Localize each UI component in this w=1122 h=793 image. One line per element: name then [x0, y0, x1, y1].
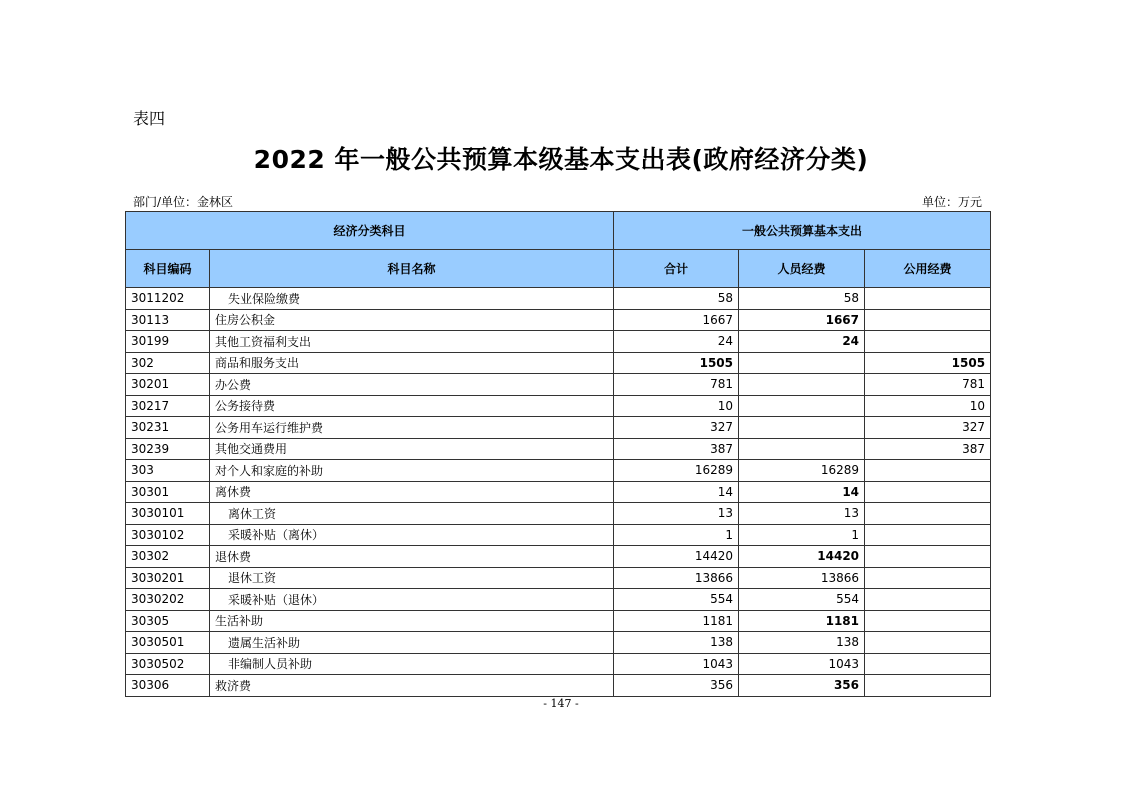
cell-code: 3030202 [126, 589, 210, 611]
cell-code: 3030501 [126, 632, 210, 654]
table-row [126, 524, 991, 546]
cell-public [865, 460, 991, 482]
cell-public [865, 610, 991, 632]
cell-personnel: 58 [739, 288, 865, 310]
cell-total: 1667 [614, 309, 739, 331]
page-number: - 147 - [543, 697, 579, 710]
table-row [126, 503, 991, 525]
cell-code: 3030201 [126, 567, 210, 589]
cell-name: 退休费 [210, 546, 614, 568]
table-row [126, 610, 991, 632]
cell-code: 30306 [126, 675, 210, 697]
cell-code: 3011202 [126, 288, 210, 310]
table-row [126, 352, 991, 374]
cell-name: 遗属生活补助 [210, 632, 614, 654]
cell-code: 30113 [126, 309, 210, 331]
cell-total: 1181 [614, 610, 739, 632]
cell-code: 3030102 [126, 524, 210, 546]
cell-personnel: 554 [739, 589, 865, 611]
table-body [126, 288, 991, 697]
table-row [126, 309, 991, 331]
cell-name: 公务接待费 [210, 395, 614, 417]
table-row [126, 288, 991, 310]
cell-name: 生活补助 [210, 610, 614, 632]
cell-name: 救济费 [210, 675, 614, 697]
cell-public: 387 [865, 438, 991, 460]
cell-total: 138 [614, 632, 739, 654]
header-column-row [126, 250, 991, 288]
cell-name: 办公费 [210, 374, 614, 396]
cell-total: 554 [614, 589, 739, 611]
cell-code: 3030101 [126, 503, 210, 525]
table-row [126, 589, 991, 611]
cell-name: 采暖补贴（退休） [210, 589, 614, 611]
cell-code: 30305 [126, 610, 210, 632]
cell-name: 离休费 [210, 481, 614, 503]
cell-public [865, 675, 991, 697]
cell-public [865, 481, 991, 503]
cell-total: 387 [614, 438, 739, 460]
cell-public: 781 [865, 374, 991, 396]
header-basic-expenditure: 一般公共预算基本支出 [614, 212, 991, 250]
cell-name: 离休工资 [210, 503, 614, 525]
cell-public [865, 331, 991, 353]
cell-public: 10 [865, 395, 991, 417]
header-personnel: 人员经费 [739, 250, 865, 288]
cell-personnel: 14 [739, 481, 865, 503]
table-row [126, 395, 991, 417]
expenditure-table [125, 211, 991, 697]
cell-personnel: 356 [739, 675, 865, 697]
cell-personnel: 1043 [739, 653, 865, 675]
table-row [126, 438, 991, 460]
cell-name: 失业保险缴费 [210, 288, 614, 310]
cell-name: 非编制人员补助 [210, 653, 614, 675]
cell-public [865, 632, 991, 654]
cell-total: 58 [614, 288, 739, 310]
header-code: 科目编码 [126, 250, 210, 288]
cell-personnel: 14420 [739, 546, 865, 568]
table-row [126, 546, 991, 568]
table-row [126, 481, 991, 503]
page-title: 2022 年一般公共预算本级基本支出表(政府经济分类) [253, 145, 869, 174]
cell-personnel [739, 438, 865, 460]
cell-name: 公务用车运行维护费 [210, 417, 614, 439]
cell-total: 327 [614, 417, 739, 439]
cell-code: 303 [126, 460, 210, 482]
cell-code: 30201 [126, 374, 210, 396]
table-row [126, 567, 991, 589]
cell-total: 1505 [614, 352, 739, 374]
table-row [126, 460, 991, 482]
cell-total: 1 [614, 524, 739, 546]
cell-public [865, 288, 991, 310]
table-row [126, 632, 991, 654]
cell-total: 16289 [614, 460, 739, 482]
cell-public [865, 567, 991, 589]
cell-total: 24 [614, 331, 739, 353]
cell-personnel: 138 [739, 632, 865, 654]
cell-name: 住房公积金 [210, 309, 614, 331]
table-label: 表四 [133, 109, 166, 128]
cell-total: 13 [614, 503, 739, 525]
cell-code: 30217 [126, 395, 210, 417]
cell-public [865, 653, 991, 675]
cell-personnel: 24 [739, 331, 865, 353]
cell-personnel [739, 352, 865, 374]
cell-total: 13866 [614, 567, 739, 589]
header-public: 公用经费 [865, 250, 991, 288]
cell-name: 对个人和家庭的补助 [210, 460, 614, 482]
table-row [126, 675, 991, 697]
cell-total: 14 [614, 481, 739, 503]
cell-public [865, 589, 991, 611]
cell-total: 1043 [614, 653, 739, 675]
cell-public: 1505 [865, 352, 991, 374]
cell-public [865, 546, 991, 568]
cell-personnel: 13866 [739, 567, 865, 589]
cell-name: 商品和服务支出 [210, 352, 614, 374]
cell-code: 30302 [126, 546, 210, 568]
table-row [126, 653, 991, 675]
cell-personnel: 1667 [739, 309, 865, 331]
cell-name: 其他交通费用 [210, 438, 614, 460]
cell-total: 356 [614, 675, 739, 697]
cell-total: 10 [614, 395, 739, 417]
cell-personnel [739, 395, 865, 417]
cell-total: 14420 [614, 546, 739, 568]
cell-name: 其他工资福利支出 [210, 331, 614, 353]
cell-public [865, 309, 991, 331]
cell-personnel: 16289 [739, 460, 865, 482]
table-row [126, 417, 991, 439]
cell-code: 30239 [126, 438, 210, 460]
department-label: 部门/单位：金林区 [133, 195, 234, 209]
cell-code: 30199 [126, 331, 210, 353]
header-economic-category: 经济分类科目 [126, 212, 614, 250]
header-name: 科目名称 [210, 250, 614, 288]
unit-label: 单位：万元 [921, 195, 982, 209]
cell-code: 3030502 [126, 653, 210, 675]
header-group-row [126, 212, 991, 250]
cell-public [865, 503, 991, 525]
header-total: 合计 [614, 250, 739, 288]
cell-personnel: 13 [739, 503, 865, 525]
cell-personnel: 1181 [739, 610, 865, 632]
cell-total: 781 [614, 374, 739, 396]
cell-name: 退休工资 [210, 567, 614, 589]
cell-public [865, 524, 991, 546]
cell-personnel [739, 417, 865, 439]
cell-personnel: 1 [739, 524, 865, 546]
cell-personnel [739, 374, 865, 396]
cell-code: 30231 [126, 417, 210, 439]
cell-code: 30301 [126, 481, 210, 503]
table-row [126, 374, 991, 396]
cell-code: 302 [126, 352, 210, 374]
table-row [126, 331, 991, 353]
cell-name: 采暖补贴（离休） [210, 524, 614, 546]
cell-public: 327 [865, 417, 991, 439]
table-header [126, 212, 991, 288]
